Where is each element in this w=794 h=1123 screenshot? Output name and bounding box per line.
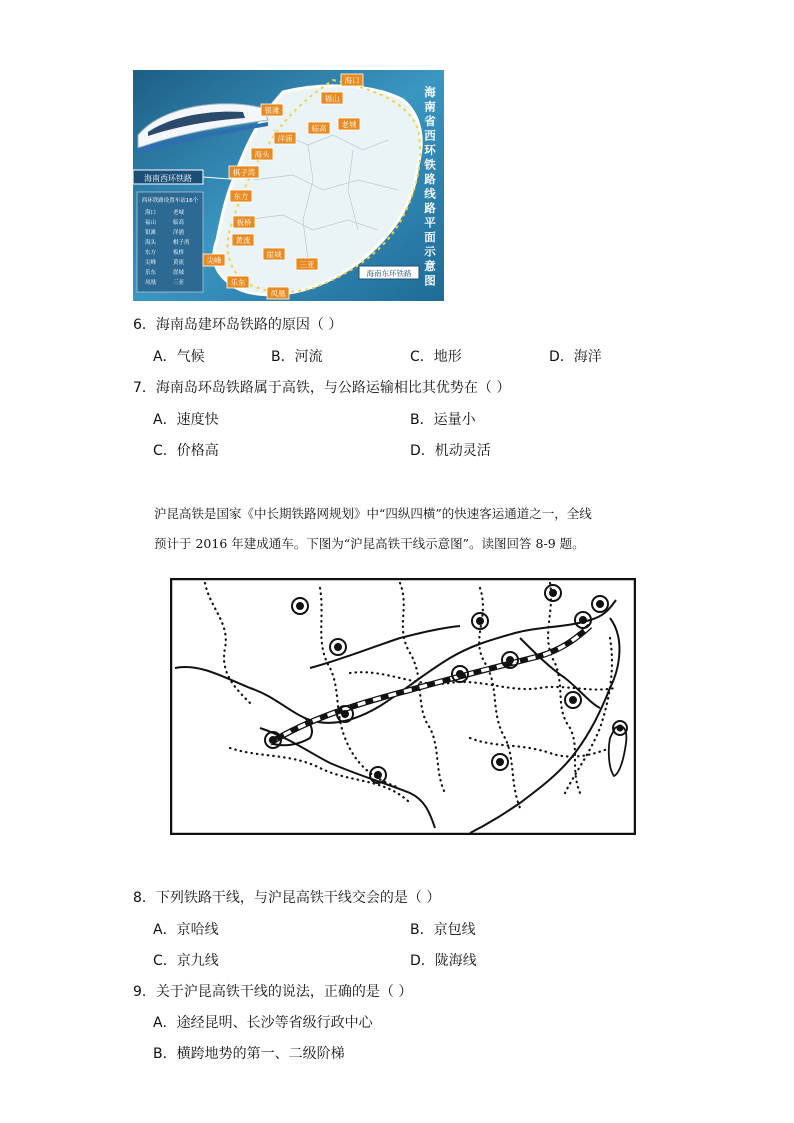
legend-station-label: 海口 bbox=[145, 210, 157, 216]
legend-station-label: 乐东 bbox=[145, 270, 157, 276]
map-frame bbox=[171, 579, 635, 834]
station-label: 尖峰 bbox=[206, 256, 222, 265]
hainan-map-svg bbox=[133, 70, 444, 301]
q6-option-d[interactable]: D．海洋 bbox=[549, 349, 602, 365]
map-title-char: 西 bbox=[424, 128, 436, 143]
map-title-char: 路 bbox=[424, 201, 436, 215]
question-9-stem: 9．关于沪昆高铁干线的说法，正确的是（ ） bbox=[133, 984, 413, 1000]
map-title-char: 省 bbox=[424, 114, 436, 128]
station-label: 临高 bbox=[311, 124, 327, 133]
station-label: 黄流 bbox=[235, 236, 251, 245]
q8-option-b[interactable]: B．京包线 bbox=[410, 922, 476, 938]
station-label: 洋浦 bbox=[277, 134, 293, 143]
station-label: 海口 bbox=[344, 76, 360, 85]
q8-option-d[interactable]: D．陇海线 bbox=[410, 953, 477, 969]
legend-station-label: 福山 bbox=[145, 220, 157, 226]
passage-line-1: 沪昆高铁是国家《中长期铁路网规划》中“四纵四横”的快速客运通道之一，全线 bbox=[154, 506, 592, 521]
legend-title: 西环铁路设置车站16个 bbox=[141, 198, 199, 204]
passage-line-2: 预计于 2016 年建成通车。下图为“沪昆高铁干线示意图”。读图回答 8-9 题。 bbox=[154, 536, 585, 551]
q7-option-c[interactable]: C．价格高 bbox=[153, 443, 219, 459]
map-title-vertical bbox=[423, 85, 436, 288]
question-8-stem: 8．下列铁路干线，与沪昆高铁干线交会的是（ ） bbox=[133, 890, 441, 906]
map-title-char: 示 bbox=[424, 244, 436, 259]
map-title-char: 路 bbox=[424, 172, 436, 186]
hainan-rail-map bbox=[133, 70, 444, 301]
map-title-char: 线 bbox=[424, 186, 436, 201]
legend-station-label: 老城 bbox=[173, 210, 185, 216]
legend-station-label: 海头 bbox=[145, 240, 157, 246]
station-label: 老城 bbox=[341, 120, 357, 129]
legend-station-label: 三亚 bbox=[173, 280, 185, 286]
question-7-stem: 7．海南岛环岛铁路属于高铁，与公路运输相比其优势在（ ） bbox=[133, 380, 511, 396]
station-label: 银滩 bbox=[264, 106, 280, 115]
q7-option-b[interactable]: B．运量小 bbox=[410, 412, 476, 428]
map-title-char: 意 bbox=[424, 259, 436, 273]
q6-option-b[interactable]: B．河流 bbox=[271, 349, 323, 365]
q7-option-a[interactable]: A．速度快 bbox=[153, 412, 219, 428]
q9-option-a[interactable]: A．途经昆明、长沙等省级行政中心 bbox=[153, 1015, 373, 1031]
q8-option-a[interactable]: A．京哈线 bbox=[153, 922, 219, 938]
legend-station-label: 临高 bbox=[173, 220, 185, 226]
station-label: 三亚 bbox=[299, 260, 315, 269]
station-label: 海头 bbox=[254, 150, 270, 159]
legend-station-label: 崖城 bbox=[173, 270, 185, 276]
map-title-char: 海 bbox=[424, 85, 436, 99]
legend-station-label: 东方 bbox=[145, 250, 157, 256]
legend-station-label: 棋子湾 bbox=[173, 240, 190, 246]
map-title-char: 环 bbox=[424, 143, 436, 157]
hukun-hsr-map bbox=[170, 578, 636, 835]
map-title-char: 面 bbox=[424, 230, 436, 244]
legend-station-label: 黄流 bbox=[173, 260, 185, 266]
legend-station-label: 板桥 bbox=[173, 250, 185, 256]
hukun-map-svg bbox=[170, 578, 636, 835]
q7-option-d[interactable]: D．机动灵活 bbox=[410, 443, 491, 459]
q9-option-b[interactable]: B．横跨地势的第一、二级阶梯 bbox=[153, 1046, 345, 1062]
east-line-label: 海南东环铁路 bbox=[366, 269, 412, 278]
legend-station-label: 洋浦 bbox=[173, 230, 185, 236]
legend-station-label: 尖峰 bbox=[145, 260, 157, 266]
station-label: 凤凰 bbox=[270, 289, 286, 298]
legend-station-label: 凤凰 bbox=[145, 280, 157, 286]
map-title-char: 图 bbox=[424, 273, 436, 288]
station-label: 崖城 bbox=[266, 250, 282, 259]
legend-station-label: 银滩 bbox=[145, 230, 157, 236]
station-label: 棋子湾 bbox=[232, 168, 256, 177]
station-label: 板桥 bbox=[236, 218, 252, 227]
station-label: 东方 bbox=[233, 192, 249, 201]
question-6-stem: 6．海南岛建环岛铁路的原因（ ） bbox=[133, 317, 343, 333]
q8-option-c[interactable]: C．京九线 bbox=[153, 953, 219, 969]
map-title-char: 平 bbox=[424, 215, 436, 230]
q6-option-c[interactable]: C．地形 bbox=[410, 349, 462, 365]
q6-option-a[interactable]: A．气候 bbox=[153, 349, 205, 365]
map-title-char: 铁 bbox=[424, 157, 436, 172]
station-label: 乐东 bbox=[230, 278, 246, 287]
map-title-char: 南 bbox=[424, 99, 436, 114]
station-label: 福山 bbox=[324, 94, 340, 103]
west-line-label: 海南西环铁路 bbox=[144, 174, 192, 183]
